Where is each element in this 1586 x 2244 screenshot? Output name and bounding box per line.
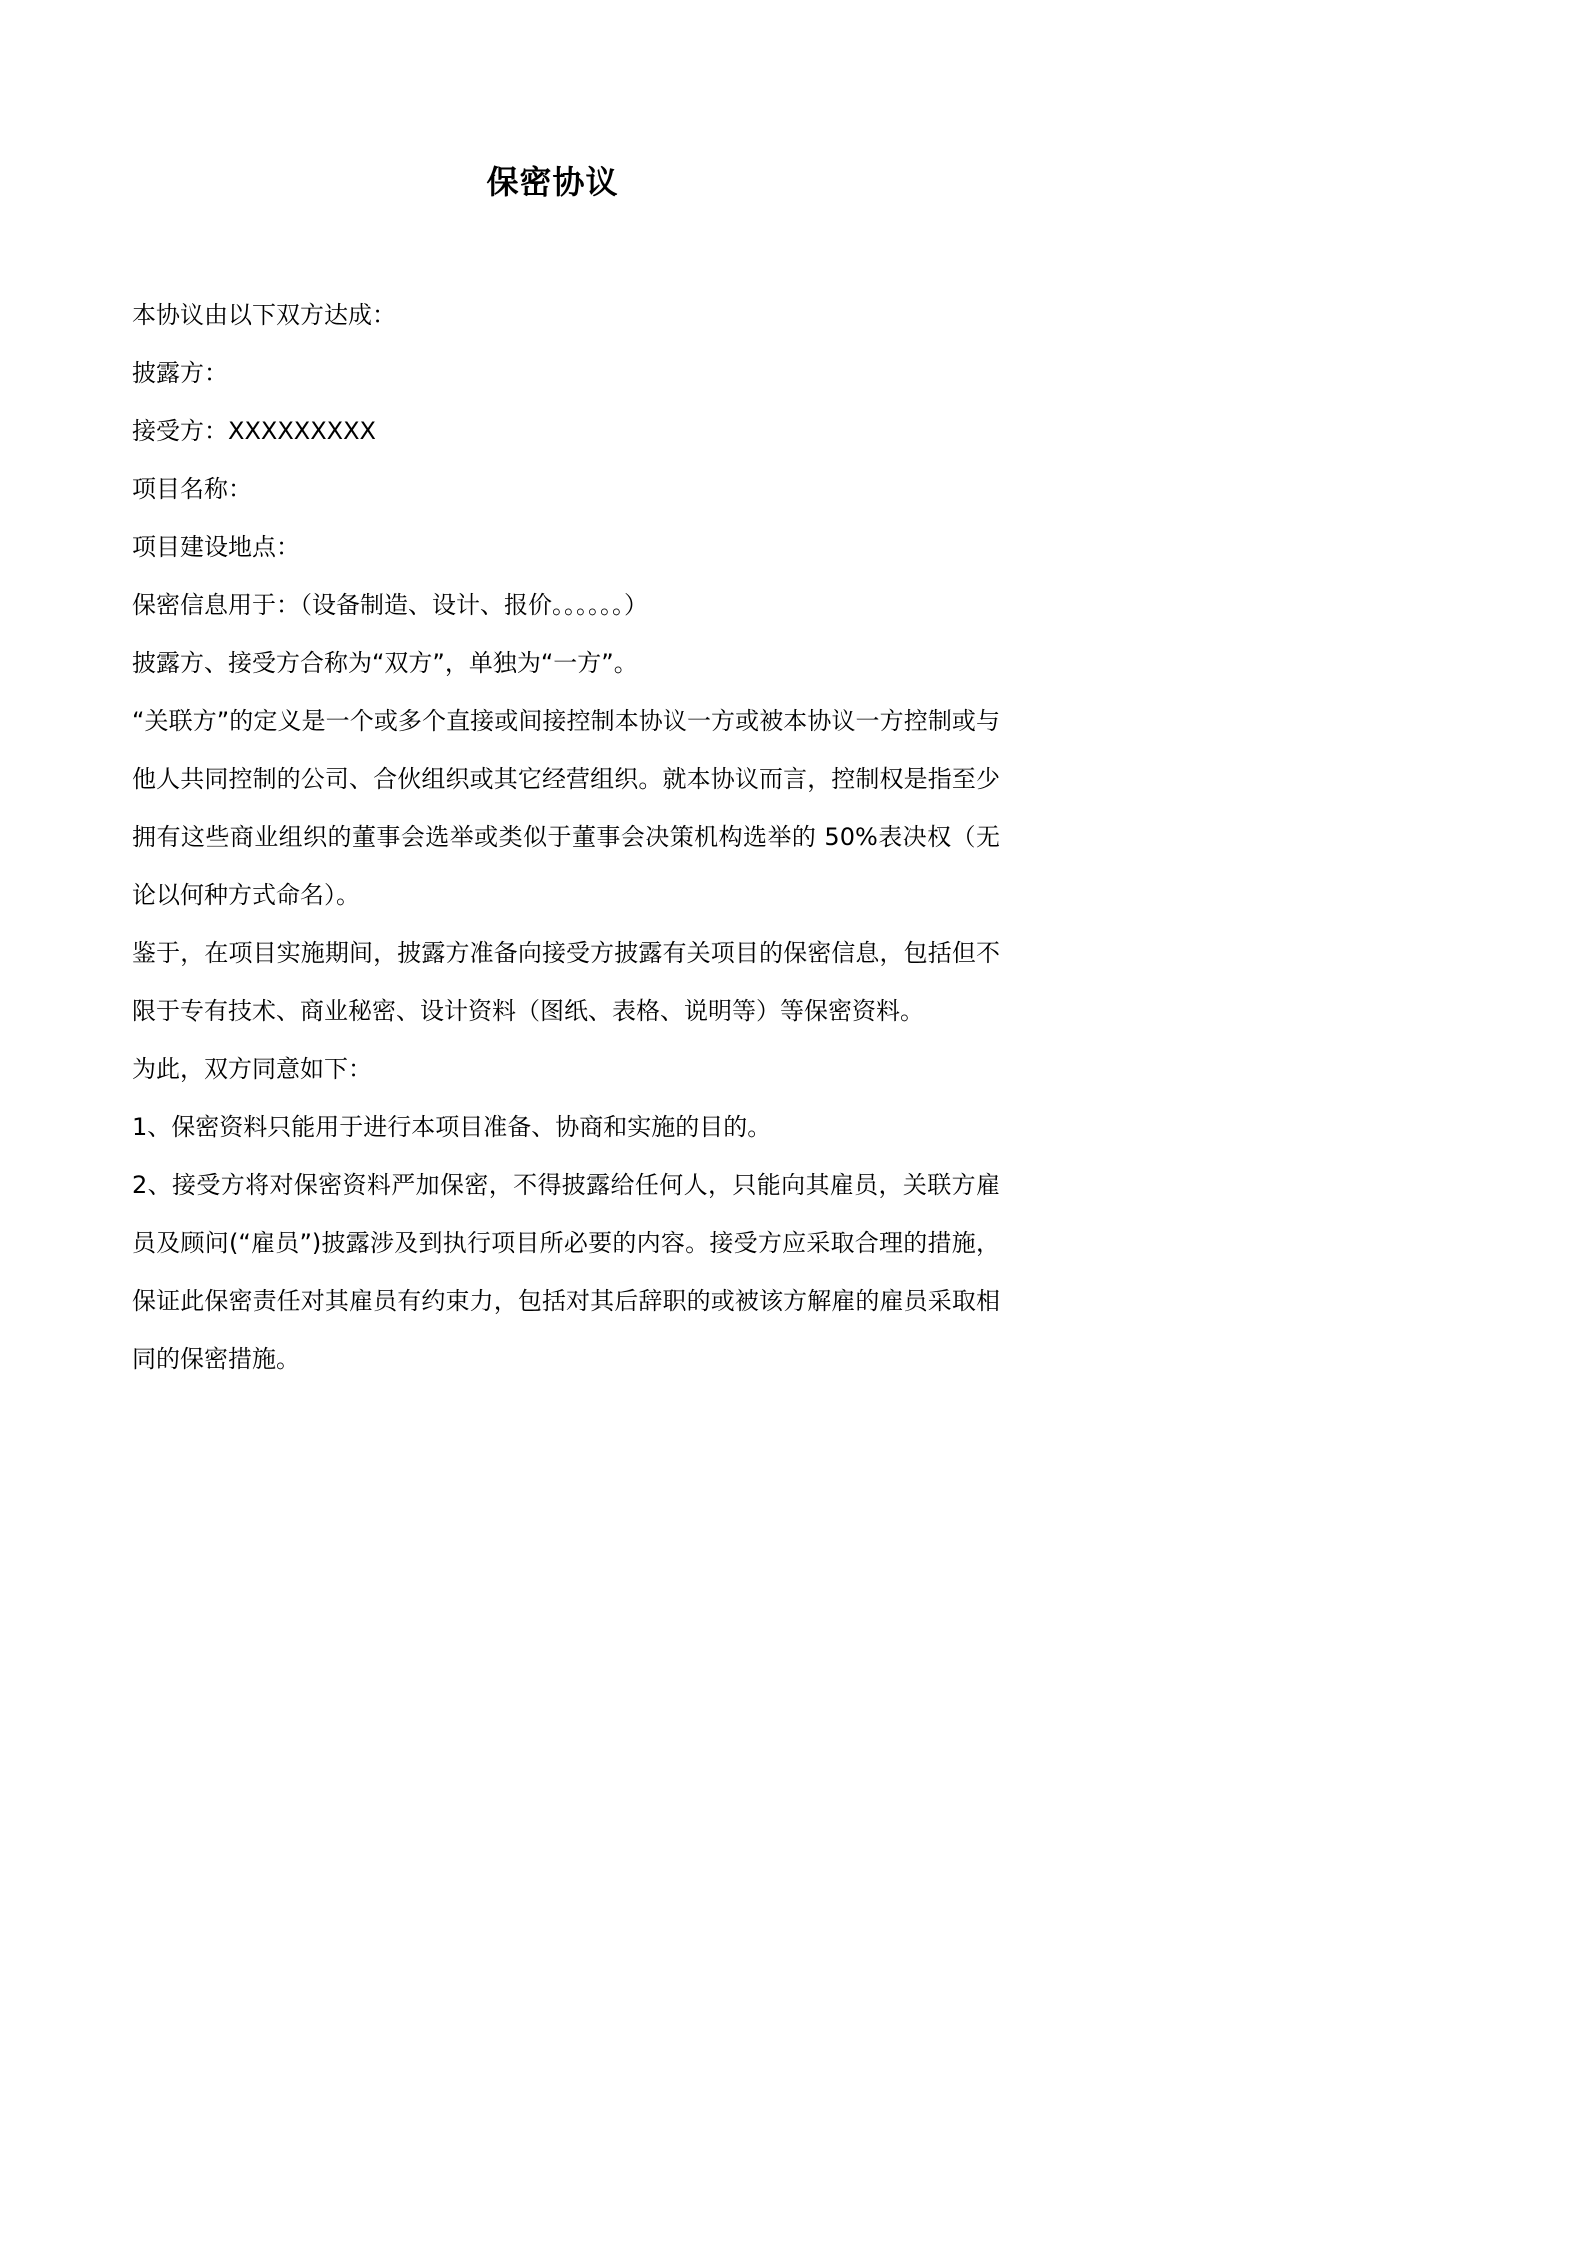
clause-2-paragraph: 2、接受方将对保密资料严加保密，不得披露给任何人，只能向其雇员，关联方雇员及顾问(“雇员”)披露涉及到执行项目所必要的内容。接受方应采取合理的措施，保证此保密责任对其雇员有约束力，包括对其后辞职的或被该方解雇的雇员采取相同的保密措施。 xyxy=(132,1171,1000,1373)
discloser-line: 披露方： xyxy=(132,359,228,387)
recipient-line: 接受方：XXXXXXXXX xyxy=(132,417,376,445)
document-body xyxy=(132,295,1000,1388)
parties-definition-line: 披露方、接受方合称为“双方”，单独为“一方”。 xyxy=(132,649,638,677)
project-name-line: 项目名称： xyxy=(132,475,252,503)
document-page xyxy=(0,0,1105,1563)
document-title: 保密协议 xyxy=(486,163,619,201)
agreement-intro-paragraph: 为此，双方同意如下： xyxy=(132,1055,372,1083)
project-location-line: 项目建设地点： xyxy=(132,533,300,561)
purpose-line: 保密信息用于：（设备制造、设计、报价。。。。。。） xyxy=(132,591,648,619)
whereas-paragraph: 鉴于，在项目实施期间，披露方准备向接受方披露有关项目的保密信息，包括但不限于专有技术、商业秘密、设计资料（图纸、表格、说明等）等保密资料。 xyxy=(132,939,1000,1025)
clause-1-paragraph: 1、保密资料只能用于进行本项目准备、协商和实施的目的。 xyxy=(132,1113,772,1141)
affiliate-definition-paragraph: “关联方”的定义是一个或多个直接或间接控制本协议一方或被本协议一方控制或与他人共同控制的公司、合伙组织或其它经营组织。就本协议而言，控制权是指至少拥有这些商业组织的董事会选举或类似于董事会决策机构选举的 50%表决权（无论以何种方式命名）。 xyxy=(132,707,1000,909)
intro-line: 本协议由以下双方达成： xyxy=(132,301,396,329)
